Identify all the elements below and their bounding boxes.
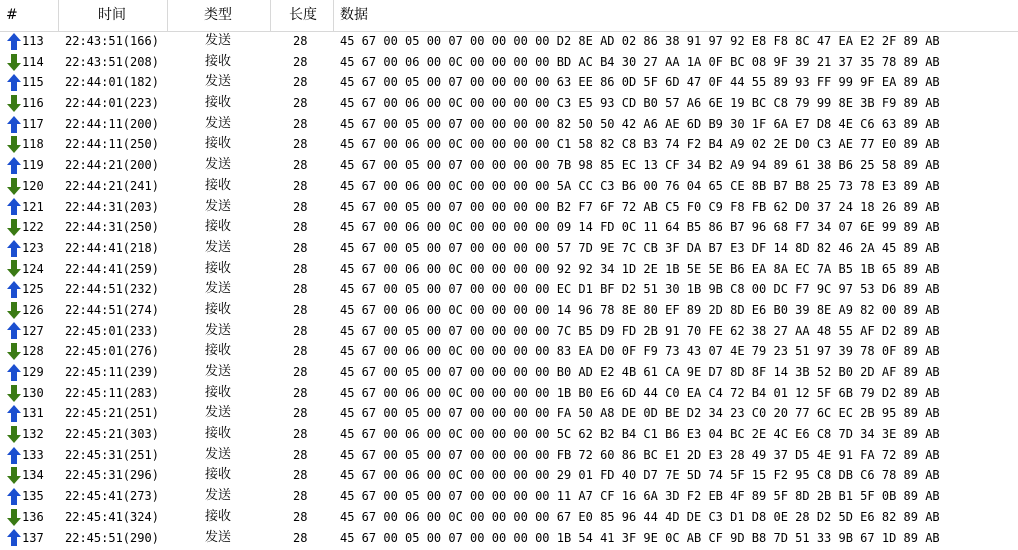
arrow-down-icon — [7, 95, 21, 112]
row-length: 28 — [293, 178, 308, 193]
row-number: 135 — [22, 489, 44, 504]
row-type: 接收 — [205, 384, 232, 400]
table-row[interactable] — [0, 341, 1018, 362]
row-time: 22:45:41(324) — [65, 509, 159, 524]
arrow-up-icon — [7, 116, 21, 133]
row-number: 120 — [22, 178, 44, 193]
row-length: 28 — [293, 509, 308, 524]
row-number: 134 — [22, 468, 44, 483]
direction-icon — [6, 341, 22, 362]
arrow-down-icon — [7, 302, 21, 319]
arrow-up-icon — [7, 322, 21, 339]
row-length: 28 — [293, 75, 308, 90]
row-data: 45 67 00 06 00 0C 00 00 00 00 09 14 FD 0C 11 64 B5 86 B7 96 68 F7 34 07 6E 99 89 AB — [340, 220, 940, 235]
direction-icon — [6, 465, 22, 486]
row-length: 28 — [293, 489, 308, 504]
direction-icon — [6, 486, 22, 507]
row-time: 22:44:11(250) — [65, 137, 159, 152]
row-data: 45 67 00 06 00 0C 00 00 00 00 C3 E5 93 CD B0 57 A6 6E 19 BC C8 79 99 8E 3B F9 89 AB — [340, 96, 940, 111]
row-data: 45 67 00 05 00 07 00 00 00 00 7C B5 D9 FD 2B 91 70 FE 62 38 27 AA 48 55 AF D2 89 AB — [340, 323, 940, 338]
direction-icon — [6, 507, 22, 528]
direction-icon — [6, 134, 22, 155]
row-data: 45 67 00 06 00 0C 00 00 00 00 5A CC C3 B6 00 76 04 65 CE 8B B7 B8 25 73 78 E3 89 AB — [340, 178, 940, 193]
row-length: 28 — [293, 137, 308, 152]
table-row[interactable] — [0, 445, 1018, 466]
header-time[interactable]: 时间 — [98, 7, 126, 23]
row-time: 22:44:41(259) — [65, 261, 159, 276]
row-type: 接收 — [205, 177, 232, 193]
arrow-down-icon — [7, 426, 21, 443]
row-number: 118 — [22, 137, 44, 152]
row-time: 22:44:21(200) — [65, 158, 159, 173]
table-row[interactable] — [0, 72, 1018, 93]
arrow-up-icon — [7, 157, 21, 174]
row-time: 22:44:01(182) — [65, 75, 159, 90]
row-data: 45 67 00 05 00 07 00 00 00 00 B0 AD E2 4B 61 CA 9E D7 8D 8F 14 3B 52 B0 2D AF 89 AB — [340, 365, 940, 379]
table-row[interactable] — [0, 507, 1018, 528]
direction-icon — [6, 238, 22, 259]
row-data: 45 67 00 05 00 07 00 00 00 00 1B 54 41 3F 9E 0C AB CF 9D B8 7D 51 33 9B 67 1D 89 AB — [340, 530, 940, 545]
row-type: 发送 — [205, 198, 232, 214]
table-row[interactable] — [0, 465, 1018, 486]
row-time: 22:44:31(203) — [65, 199, 159, 214]
row-length: 28 — [293, 344, 308, 359]
row-data: 45 67 00 05 00 07 00 00 00 00 FB 72 60 86 BC E1 2D E3 28 49 37 D5 4E 91 FA 72 89 AB — [340, 447, 940, 462]
row-time: 22:45:51(290) — [65, 530, 159, 545]
direction-icon — [6, 155, 22, 176]
direction-icon — [6, 31, 22, 52]
row-type: 发送 — [205, 364, 232, 379]
direction-icon — [6, 93, 22, 114]
direction-icon — [6, 403, 22, 424]
table-row[interactable] — [0, 259, 1018, 280]
arrow-up-icon — [7, 198, 21, 215]
row-time: 22:45:31(251) — [65, 447, 159, 462]
arrow-up-icon — [7, 405, 21, 422]
table-row[interactable] — [0, 486, 1018, 507]
row-length: 28 — [293, 385, 308, 400]
row-data: 45 67 00 05 00 07 00 00 00 00 11 A7 CF 16 6A 3D F2 EB 4F 89 5F 8D 2B B1 5F 0B 89 AB — [340, 489, 940, 504]
row-number: 127 — [22, 323, 44, 338]
row-length: 28 — [293, 158, 308, 173]
table-row[interactable] — [0, 217, 1018, 238]
row-time: 22:44:01(223) — [65, 96, 159, 111]
table-row[interactable] — [0, 238, 1018, 259]
row-data: 45 67 00 05 00 07 00 00 00 00 B2 F7 6F 72 AB C5 F0 C9 F8 FB 62 D0 37 24 18 26 89 AB — [340, 199, 940, 214]
arrow-down-icon — [7, 343, 21, 360]
table-row[interactable] — [0, 114, 1018, 135]
row-type: 接收 — [205, 426, 232, 442]
table-row[interactable] — [0, 279, 1018, 300]
direction-icon — [6, 528, 22, 549]
direction-icon — [6, 52, 22, 73]
row-data: 45 67 00 05 00 07 00 00 00 00 7B 98 85 EC 13 CF 34 B2 A9 94 89 61 38 B6 25 58 89 AB — [340, 158, 940, 173]
row-number: 131 — [22, 406, 44, 421]
row-time: 22:45:01(233) — [65, 323, 159, 338]
row-type: 接收 — [205, 467, 232, 483]
column-divider[interactable] — [58, 0, 59, 31]
row-time: 22:45:11(239) — [65, 365, 159, 379]
row-time: 22:44:21(241) — [65, 178, 159, 193]
row-data: 45 67 00 06 00 0C 00 00 00 00 BD AC B4 30 27 AA 1A 0F BC 08 9F 39 21 37 35 78 89 AB — [340, 54, 940, 69]
row-length: 28 — [293, 54, 308, 69]
row-time: 22:45:11(283) — [65, 385, 159, 400]
row-data: 45 67 00 05 00 07 00 00 00 00 63 EE 86 0D 5F 6D 47 0F 44 55 89 93 FF 99 9F EA 89 AB — [340, 75, 940, 90]
row-length: 28 — [293, 199, 308, 214]
direction-icon — [6, 300, 22, 321]
row-data: 45 67 00 06 00 0C 00 00 00 00 5C 62 B2 B4 C1 B6 E3 04 BC 2E 4C E6 C8 7D 34 3E 89 AB — [340, 427, 940, 442]
direction-icon — [6, 114, 22, 135]
table-row[interactable] — [0, 424, 1018, 445]
row-type: 发送 — [205, 405, 232, 421]
row-type: 接收 — [205, 95, 232, 111]
row-type: 接收 — [205, 219, 232, 235]
packet-rows — [0, 31, 1018, 548]
direction-icon — [6, 445, 22, 466]
direction-icon — [6, 72, 22, 93]
row-type: 接收 — [205, 301, 232, 317]
row-number: 113 — [22, 34, 44, 48]
row-time: 22:43:51(208) — [65, 54, 159, 69]
row-type: 接收 — [205, 136, 232, 152]
arrow-down-icon — [7, 136, 21, 153]
row-number: 117 — [22, 116, 44, 131]
row-time: 22:44:41(218) — [65, 240, 159, 255]
table-row[interactable] — [0, 403, 1018, 424]
direction-icon — [6, 279, 22, 300]
arrow-down-icon — [7, 219, 21, 236]
row-type: 发送 — [205, 322, 232, 338]
row-type: 发送 — [205, 529, 232, 545]
row-number: 122 — [22, 220, 44, 235]
row-length: 28 — [293, 406, 308, 421]
row-number: 123 — [22, 240, 44, 255]
arrow-up-icon — [7, 74, 21, 91]
column-divider[interactable] — [270, 0, 271, 31]
row-data: 45 67 00 06 00 0C 00 00 00 00 83 EA D0 0F F9 73 43 07 4E 79 23 51 97 39 78 0F 89 AB — [340, 344, 940, 359]
row-data: 45 67 00 06 00 0C 00 00 00 00 C1 58 82 C8 B3 74 F2 B4 A9 02 2E D0 C3 AE 77 E0 89 AB — [340, 137, 940, 152]
row-length: 28 — [293, 323, 308, 338]
row-length: 28 — [293, 96, 308, 111]
table-row[interactable] — [0, 93, 1018, 114]
row-length: 28 — [293, 365, 308, 379]
row-data: 45 67 00 05 00 07 00 00 00 00 57 7D 9E 7C CB 3F DA B7 E3 DF 14 8D 82 46 2A 45 89 AB — [340, 240, 940, 255]
arrow-down-icon — [7, 260, 21, 277]
row-type: 发送 — [205, 446, 232, 462]
row-number: 119 — [22, 158, 44, 173]
row-length: 28 — [293, 282, 308, 297]
table-row[interactable] — [0, 321, 1018, 342]
row-data: 45 67 00 05 00 07 00 00 00 00 D2 8E AD 02 86 38 91 97 92 E8 F8 8C 47 EA E2 2F 89 AB — [340, 34, 940, 48]
row-length: 28 — [293, 427, 308, 442]
row-type: 发送 — [205, 488, 232, 504]
header-length[interactable]: 长度 — [289, 7, 317, 23]
arrow-down-icon — [7, 178, 21, 195]
row-time: 22:44:31(250) — [65, 220, 159, 235]
row-number: 126 — [22, 302, 44, 317]
row-type: 发送 — [205, 74, 232, 90]
arrow-up-icon — [7, 447, 21, 464]
row-type: 发送 — [205, 239, 232, 255]
column-divider[interactable] — [167, 0, 168, 31]
row-number: 121 — [22, 199, 44, 214]
row-data: 45 67 00 05 00 07 00 00 00 00 FA 50 A8 DE 0D BE D2 34 23 C0 20 77 6C EC 2B 95 89 AB — [340, 406, 940, 421]
row-time: 22:45:21(251) — [65, 406, 159, 421]
row-type: 发送 — [205, 33, 232, 48]
direction-icon — [6, 321, 22, 342]
arrow-down-icon — [7, 467, 21, 484]
row-length: 28 — [293, 447, 308, 462]
row-number: 137 — [22, 530, 44, 545]
arrow-up-icon — [7, 364, 21, 381]
direction-icon — [6, 259, 22, 280]
arrow-up-icon — [7, 529, 21, 546]
row-number: 116 — [22, 96, 44, 111]
row-type: 接收 — [205, 260, 232, 276]
table-row[interactable] — [0, 155, 1018, 176]
arrow-up-icon — [7, 33, 21, 50]
table-row[interactable] — [0, 176, 1018, 197]
arrow-down-icon — [7, 385, 21, 402]
header-no[interactable]: # — [6, 7, 18, 23]
row-time: 22:44:51(274) — [65, 302, 159, 317]
row-length: 28 — [293, 468, 308, 483]
direction-icon — [6, 362, 22, 383]
row-number: 115 — [22, 75, 44, 90]
table-row[interactable] — [0, 197, 1018, 218]
table-row[interactable] — [0, 528, 1018, 549]
row-number: 132 — [22, 427, 44, 442]
row-length: 28 — [293, 116, 308, 131]
row-time: 22:45:01(276) — [65, 344, 159, 359]
row-length: 28 — [293, 34, 308, 48]
row-length: 28 — [293, 240, 308, 255]
row-type: 发送 — [205, 281, 232, 297]
row-number: 133 — [22, 447, 44, 462]
row-time: 22:43:51(166) — [65, 34, 159, 48]
row-type: 发送 — [205, 115, 232, 131]
arrow-up-icon — [7, 281, 21, 298]
row-type: 接收 — [205, 53, 232, 69]
row-number: 114 — [22, 54, 44, 69]
arrow-up-icon — [7, 240, 21, 257]
table-row[interactable] — [0, 31, 1018, 52]
row-data: 45 67 00 05 00 07 00 00 00 00 EC D1 BF D2 51 30 1B 9B C8 00 DC F7 9C 97 53 D6 89 AB — [340, 282, 940, 297]
table-row[interactable] — [0, 362, 1018, 383]
row-number: 128 — [22, 344, 44, 359]
row-time: 22:45:41(273) — [65, 489, 159, 504]
row-number: 125 — [22, 282, 44, 297]
arrow-up-icon — [7, 488, 21, 505]
table-row[interactable] — [0, 52, 1018, 73]
row-time: 22:45:31(296) — [65, 468, 159, 483]
column-divider[interactable] — [333, 0, 334, 31]
header-data[interactable]: 数据 — [340, 7, 368, 23]
row-data: 45 67 00 05 00 07 00 00 00 00 82 50 50 42 A6 AE 6D B9 30 1F 6A E7 D8 4E C6 63 89 AB — [340, 116, 940, 131]
row-length: 28 — [293, 261, 308, 276]
row-data: 45 67 00 06 00 0C 00 00 00 00 29 01 FD 40 D7 7E 5D 74 5F 15 F2 95 C8 DB C6 78 89 AB — [340, 468, 940, 483]
table-row[interactable] — [0, 383, 1018, 404]
direction-icon — [6, 176, 22, 197]
column-header-row — [0, 0, 1018, 32]
row-data: 45 67 00 06 00 0C 00 00 00 00 92 92 34 1D 2E 1B 5E 5E B6 EA 8A EC 7A B5 1B 65 89 AB — [340, 261, 940, 276]
row-number: 129 — [22, 365, 44, 379]
row-type: 接收 — [205, 508, 232, 524]
arrow-down-icon — [7, 509, 21, 526]
row-type: 接收 — [205, 343, 232, 359]
arrow-down-icon — [7, 54, 21, 71]
table-row[interactable] — [0, 134, 1018, 155]
direction-icon — [6, 217, 22, 238]
row-data: 45 67 00 06 00 0C 00 00 00 00 67 E0 85 96 44 4D DE C3 D1 D8 0E 28 D2 5D E6 82 89 AB — [340, 509, 940, 524]
row-number: 130 — [22, 385, 44, 400]
row-length: 28 — [293, 530, 308, 545]
row-length: 28 — [293, 302, 308, 317]
row-number: 124 — [22, 261, 44, 276]
header-type[interactable]: 类型 — [204, 7, 232, 23]
direction-icon — [6, 424, 22, 445]
direction-icon — [6, 383, 22, 404]
row-data: 45 67 00 06 00 0C 00 00 00 00 1B B0 E6 6D 44 C0 EA C4 72 B4 01 12 5F 6B 79 D2 89 AB — [340, 385, 940, 400]
row-length: 28 — [293, 220, 308, 235]
direction-icon — [6, 197, 22, 218]
table-row[interactable] — [0, 300, 1018, 321]
row-time: 22:45:21(303) — [65, 427, 159, 442]
row-data: 45 67 00 06 00 0C 00 00 00 00 14 96 78 8E 80 EF 89 2D 8D E6 B0 39 8E A9 82 00 89 AB — [340, 302, 940, 317]
row-type: 发送 — [205, 157, 232, 173]
row-time: 22:44:11(200) — [65, 116, 159, 131]
row-number: 136 — [22, 509, 44, 524]
row-time: 22:44:51(232) — [65, 282, 159, 297]
